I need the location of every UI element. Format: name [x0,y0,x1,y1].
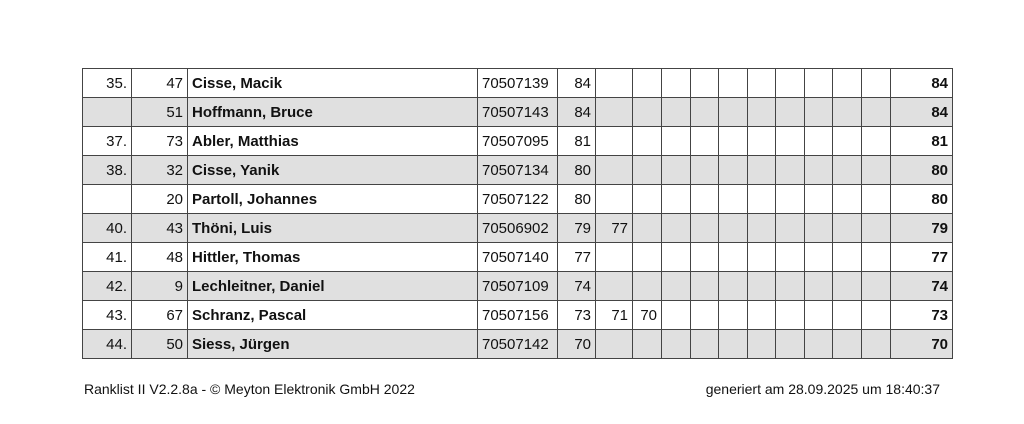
name-cell: Cisse, Macik [188,69,478,98]
score-cell [833,330,862,359]
score-cell [662,69,691,98]
score-cell [596,127,633,156]
score-cell [805,156,833,185]
score-cell [662,301,691,330]
id-cell: 70507139 [478,69,558,98]
score-cell [748,301,776,330]
score-cell [719,330,748,359]
score-cell [691,330,719,359]
score-cell [662,185,691,214]
score-cell [691,185,719,214]
score-cell: 80 [558,156,596,185]
score-cell [833,69,862,98]
rank-cell: 42. [83,272,132,301]
score-cell [633,156,662,185]
table-row [83,330,953,359]
start-number-cell: 73 [132,127,188,156]
table-row [83,98,953,127]
score-cell [776,214,805,243]
name-cell: Cisse, Yanik [188,156,478,185]
score-cell: 79 [558,214,596,243]
rank-cell: 37. [83,127,132,156]
score-cell [776,156,805,185]
score-cell [719,98,748,127]
score-cell [833,301,862,330]
total-cell: 73 [891,301,953,330]
score-cell [833,127,862,156]
score-cell [719,301,748,330]
score-cell [805,98,833,127]
score-cell [662,127,691,156]
score-cell: 84 [558,98,596,127]
id-cell: 70506902 [478,214,558,243]
start-number-cell: 43 [132,214,188,243]
score-cell [748,330,776,359]
rank-cell: 40. [83,214,132,243]
id-cell: 70507095 [478,127,558,156]
start-number-cell: 67 [132,301,188,330]
name-cell: Thöni, Luis [188,214,478,243]
score-cell [596,98,633,127]
score-cell [662,243,691,272]
score-cell [748,185,776,214]
score-cell [662,272,691,301]
score-cell [748,69,776,98]
score-cell [633,330,662,359]
score-cell [805,243,833,272]
score-cell [776,330,805,359]
score-cell [862,243,891,272]
id-cell: 70507143 [478,98,558,127]
score-cell [691,301,719,330]
score-cell [596,156,633,185]
rank-cell [83,98,132,127]
score-cell [719,214,748,243]
name-cell: Partoll, Johannes [188,185,478,214]
name-cell: Hittler, Thomas [188,243,478,272]
score-cell: 77 [558,243,596,272]
score-cell [776,69,805,98]
table-row [83,69,953,98]
total-cell: 80 [891,185,953,214]
score-cell [719,69,748,98]
score-cell: 84 [558,69,596,98]
score-cell [748,127,776,156]
start-number-cell: 32 [132,156,188,185]
score-cell [633,214,662,243]
score-cell [776,127,805,156]
score-cell: 70 [558,330,596,359]
id-cell: 70507156 [478,301,558,330]
table-row [83,185,953,214]
id-cell: 70507134 [478,156,558,185]
score-cell [776,98,805,127]
table-row [83,214,953,243]
start-number-cell: 47 [132,69,188,98]
score-cell [862,127,891,156]
score-cell [633,243,662,272]
name-cell: Schranz, Pascal [188,301,478,330]
rank-cell: 43. [83,301,132,330]
score-cell [596,330,633,359]
footer-generated-timestamp: generiert am 28.09.2025 um 18:40:37 [705,381,940,397]
score-cell [691,272,719,301]
score-cell [691,156,719,185]
score-cell [633,272,662,301]
rank-cell: 41. [83,243,132,272]
name-cell: Abler, Matthias [188,127,478,156]
table-row [83,301,953,330]
ranklist-table [82,68,953,359]
score-cell [833,156,862,185]
table-row [83,156,953,185]
score-cell: 81 [558,127,596,156]
table-row [83,127,953,156]
total-cell: 77 [891,243,953,272]
score-cell [862,185,891,214]
score-cell [748,214,776,243]
score-cell [805,272,833,301]
ranklist-body [83,69,953,359]
score-cell [662,156,691,185]
score-cell [662,98,691,127]
score-cell [691,127,719,156]
score-cell [596,69,633,98]
score-cell [719,156,748,185]
total-cell: 74 [891,272,953,301]
score-cell [662,214,691,243]
score-cell [748,243,776,272]
score-cell [633,69,662,98]
total-cell: 79 [891,214,953,243]
score-cell [719,127,748,156]
total-cell: 84 [891,69,953,98]
start-number-cell: 51 [132,98,188,127]
score-cell [691,98,719,127]
score-cell [805,127,833,156]
score-cell [748,156,776,185]
start-number-cell: 50 [132,330,188,359]
score-cell [691,214,719,243]
score-cell [833,243,862,272]
score-cell [833,98,862,127]
id-cell: 70507142 [478,330,558,359]
score-cell [862,301,891,330]
score-cell [691,243,719,272]
id-cell: 70507140 [478,243,558,272]
score-cell [691,69,719,98]
score-cell [805,301,833,330]
score-cell [776,301,805,330]
score-cell: 71 [596,301,633,330]
name-cell: Hoffmann, Bruce [188,98,478,127]
total-cell: 70 [891,330,953,359]
score-cell: 80 [558,185,596,214]
start-number-cell: 48 [132,243,188,272]
table-row [83,243,953,272]
score-cell [862,330,891,359]
score-cell: 77 [596,214,633,243]
rank-cell [83,185,132,214]
score-cell [805,214,833,243]
score-cell: 74 [558,272,596,301]
score-cell [862,69,891,98]
score-cell [805,69,833,98]
score-cell [833,214,862,243]
score-cell [748,98,776,127]
start-number-cell: 20 [132,185,188,214]
total-cell: 81 [891,127,953,156]
table-row [83,272,953,301]
total-cell: 80 [891,156,953,185]
score-cell [633,127,662,156]
score-cell [833,272,862,301]
score-cell [596,243,633,272]
score-cell [748,272,776,301]
score-cell [862,272,891,301]
score-cell [633,98,662,127]
score-cell [805,330,833,359]
score-cell [662,330,691,359]
total-cell: 84 [891,98,953,127]
score-cell [596,185,633,214]
score-cell [719,243,748,272]
score-cell: 73 [558,301,596,330]
name-cell: Lechleitner, Daniel [188,272,478,301]
rank-cell: 35. [83,69,132,98]
score-cell [805,185,833,214]
score-cell [776,185,805,214]
rank-cell: 44. [83,330,132,359]
score-cell [719,185,748,214]
score-cell: 70 [633,301,662,330]
score-cell [633,185,662,214]
footer-copyright: Ranklist II V2.2.8a - © Meyton Elektronik GmbH 2022 [84,381,415,397]
score-cell [862,156,891,185]
rank-cell: 38. [83,156,132,185]
id-cell: 70507122 [478,185,558,214]
score-cell [862,214,891,243]
score-cell [776,272,805,301]
score-cell [596,272,633,301]
name-cell: Siess, Jürgen [188,330,478,359]
id-cell: 70507109 [478,272,558,301]
score-cell [833,185,862,214]
start-number-cell: 9 [132,272,188,301]
score-cell [776,243,805,272]
score-cell [719,272,748,301]
score-cell [862,98,891,127]
